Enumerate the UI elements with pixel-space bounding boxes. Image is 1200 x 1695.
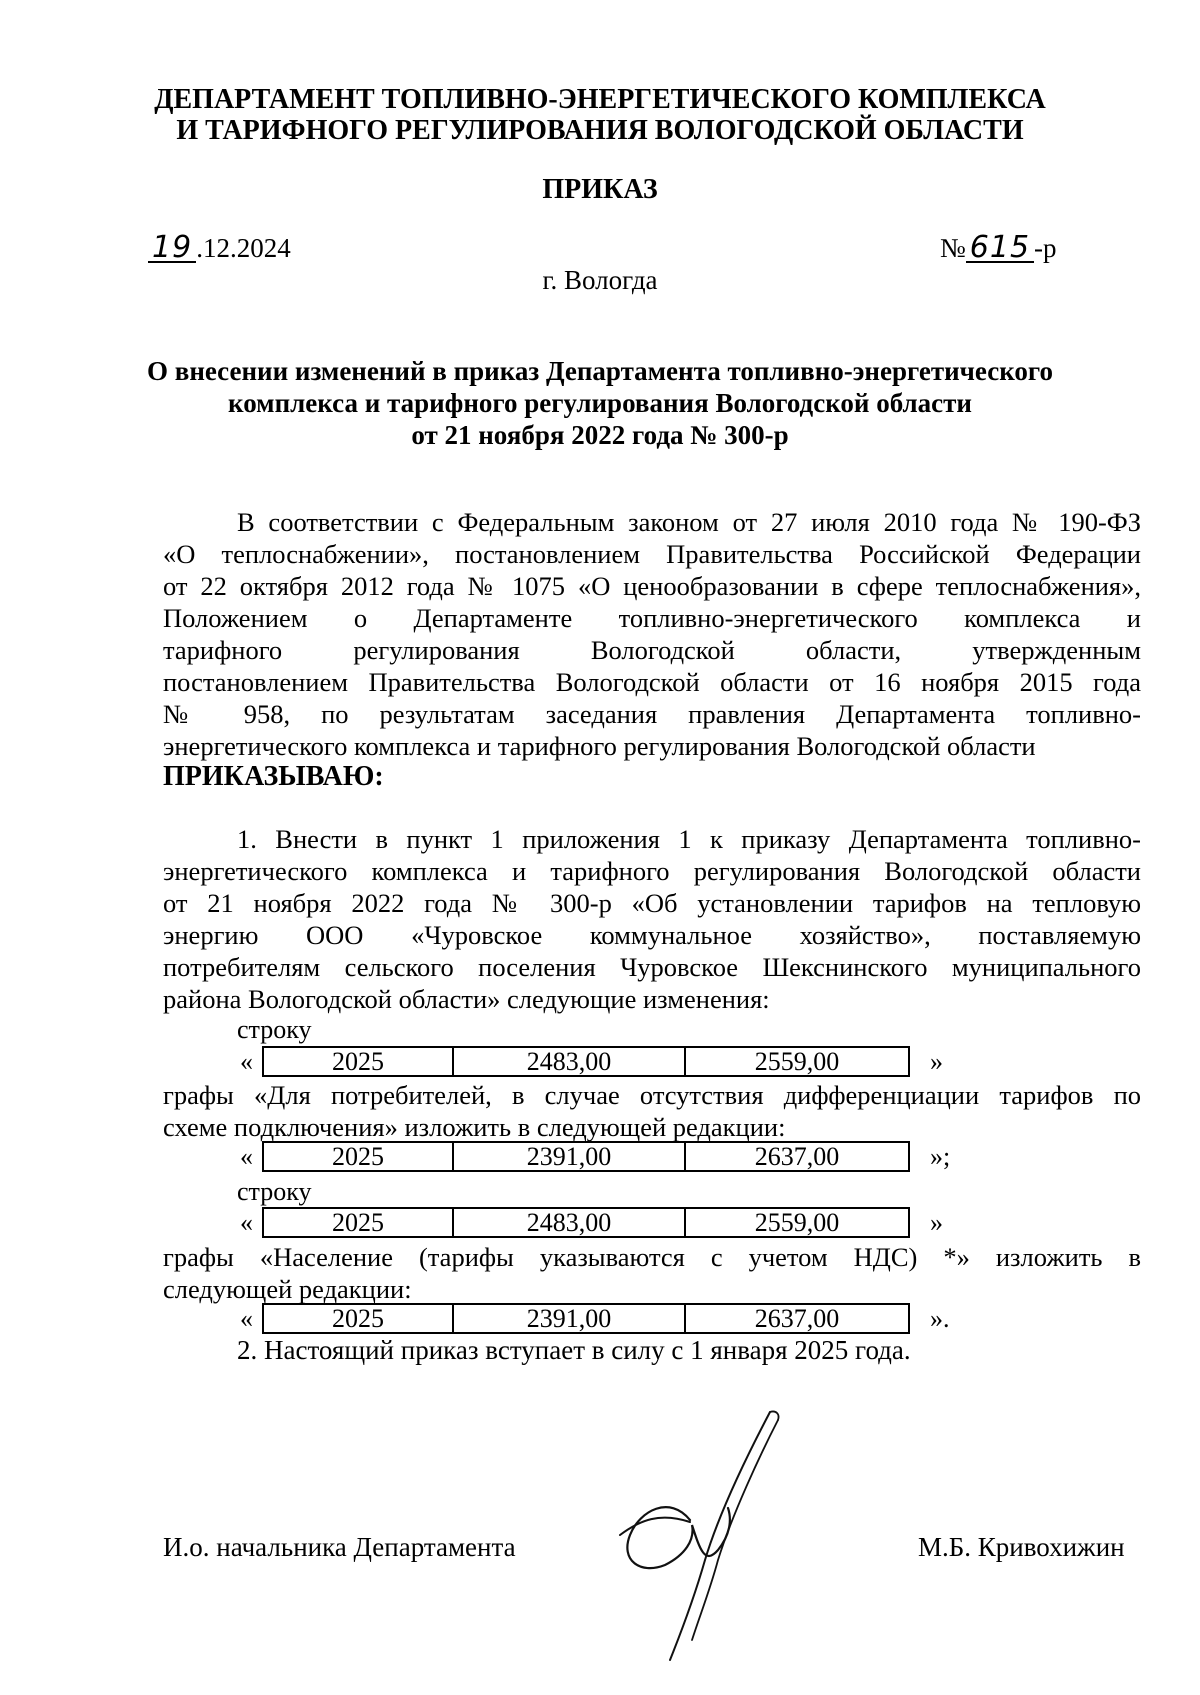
tariff-cell-value: 2637,00 bbox=[754, 1304, 840, 1333]
preamble-line: Положением о Департаменте топливно-энергетического комплекса и bbox=[163, 603, 1141, 633]
open-quote: « bbox=[240, 1304, 253, 1333]
item1-line: 1. Внести в пункт 1 приложения 1 к приказу Департамента топливно- bbox=[237, 824, 1141, 854]
document-date bbox=[148, 232, 291, 265]
tariff-cell-value: 2483,00 bbox=[454, 1209, 686, 1236]
tariff-cell-value: 2637,00 bbox=[754, 1142, 840, 1171]
graph1-line: графы «Для потребителей, в случае отсутствия дифференциации тарифов по bbox=[163, 1080, 1141, 1110]
number-suffix: -р bbox=[1034, 233, 1057, 263]
open-quote: « bbox=[240, 1047, 253, 1076]
tariff-cell-value: 2483,00 bbox=[454, 1048, 686, 1075]
tariff-row-old bbox=[262, 1207, 910, 1238]
item1-line: от 21 ноября 2022 года № 300-р «Об установлении тарифов на тепловую bbox=[163, 888, 1141, 918]
date-printed: .12.2024 bbox=[196, 233, 291, 263]
tariff-row-new bbox=[262, 1141, 910, 1172]
tariff-cell-year: 2025 bbox=[264, 1305, 454, 1332]
open-quote: « bbox=[240, 1208, 253, 1237]
preamble-line: В соответствии с Федеральным законом от 27 июля 2010 года № 190-ФЗ bbox=[237, 507, 1141, 537]
tariff-cell-value: 2391,00 bbox=[454, 1143, 686, 1170]
item1-line: энергию ООО «Чуровское коммунальное хозяйство», поставляемую bbox=[163, 920, 1141, 950]
row-word: строку bbox=[237, 1177, 312, 1206]
city-label: г. Вологда bbox=[542, 265, 658, 295]
tariff-row-new bbox=[262, 1303, 910, 1334]
item1-line: потребителям сельского поселения Чуровское Шекснинского муниципального bbox=[163, 952, 1141, 982]
title-line1: О внесении изменений в приказ Департамента топливно-энергетического bbox=[146, 356, 1053, 386]
number-prefix: № bbox=[940, 233, 966, 263]
item1-line: района Вологодской области» следующие изменения: bbox=[163, 984, 770, 1014]
tariff-cell-year: 2025 bbox=[264, 1209, 454, 1236]
tariff-cell-year: 2025 bbox=[264, 1143, 454, 1170]
preamble-line: № 958, по результатам заседания правления Департамента топливно- bbox=[163, 699, 1141, 729]
tariff-cell-value: 2559,00 bbox=[754, 1047, 840, 1076]
close-quote: ». bbox=[930, 1304, 950, 1333]
graph2-line: графы «Население (тарифы указываются с учетом НДС) *» изложить в bbox=[163, 1242, 1141, 1272]
document-number bbox=[940, 232, 1057, 265]
org-name-line2: И ТАРИФНОГО РЕГУЛИРОВАНИЯ ВОЛОГОДСКОЙ ОБЛАСТИ bbox=[176, 115, 1024, 146]
preamble-line: от 22 октября 2012 года № 1075 «О ценообразовании в сфере теплоснабжения», bbox=[163, 571, 1141, 601]
close-quote: »; bbox=[930, 1142, 951, 1171]
graph2-line: следующей редакции: bbox=[163, 1274, 412, 1304]
number-handwritten: 615 bbox=[966, 235, 1034, 263]
tariff-cell-value: 2559,00 bbox=[754, 1208, 840, 1237]
order-word: ПРИКАЗЫВАЮ: bbox=[163, 761, 384, 792]
tariff-row-old bbox=[262, 1046, 910, 1077]
signatory-position: И.о. начальника Департамента bbox=[163, 1532, 516, 1562]
handwritten-signature-icon bbox=[600, 1400, 820, 1670]
close-quote: » bbox=[930, 1208, 943, 1237]
org-name-line1: ДЕПАРТАМЕНТ ТОПЛИВНО-ЭНЕРГЕТИЧЕСКОГО КОМПЛЕКСА bbox=[154, 84, 1046, 115]
tariff-cell-value: 2391,00 bbox=[454, 1305, 686, 1332]
tariff-cell-year: 2025 bbox=[264, 1048, 454, 1075]
item2-text: 2. Настоящий приказ вступает в силу с 1 января 2025 года. bbox=[237, 1335, 911, 1365]
title-line2: комплекса и тарифного регулирования Вологодской области bbox=[228, 388, 972, 418]
preamble-line: энергетического комплекса и тарифного регулирования Вологодской области bbox=[163, 731, 1036, 761]
item1-line: энергетического комплекса и тарифного регулирования Вологодской области bbox=[163, 856, 1141, 886]
preamble-line: тарифного регулирования Вологодской области, утвержденным bbox=[163, 635, 1141, 665]
close-quote: » bbox=[930, 1047, 943, 1076]
doc-type-heading: ПРИКАЗ bbox=[542, 174, 658, 205]
title-line3: от 21 ноября 2022 года № 300-р bbox=[411, 420, 789, 450]
row-word: строку bbox=[237, 1015, 312, 1044]
preamble-line: «О теплоснабжении», постановлением Правительства Российской Федерации bbox=[163, 539, 1141, 569]
signatory-name: М.Б. Кривохижин bbox=[918, 1532, 1125, 1562]
graph1-line: схеме подключения» изложить в следующей редакции: bbox=[163, 1112, 786, 1142]
date-handwritten: 19 bbox=[148, 235, 196, 263]
preamble-line: постановлением Правительства Вологодской области от 16 ноября 2015 года bbox=[163, 667, 1141, 697]
open-quote: « bbox=[240, 1142, 253, 1171]
